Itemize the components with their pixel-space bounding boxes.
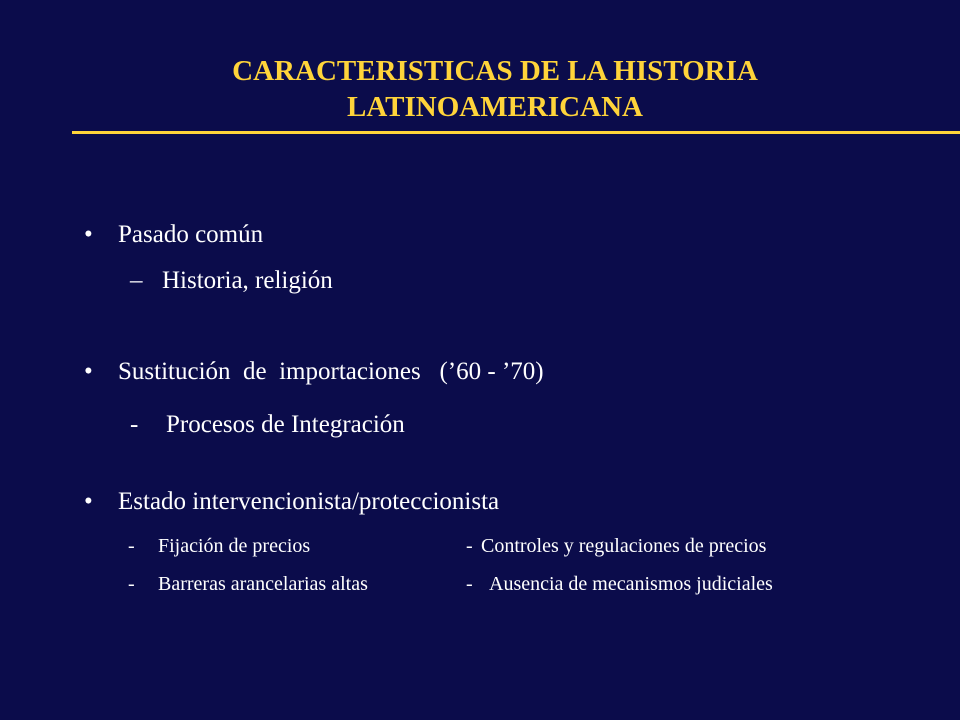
title-line-2: LATINOAMERICANA <box>347 91 643 123</box>
bullet-marker: • <box>84 221 93 248</box>
slide-title <box>0 53 960 125</box>
item-dash: - <box>466 573 473 595</box>
sub-dash: – <box>130 267 143 294</box>
bullet-marker: • <box>84 488 93 515</box>
sub-dash: - <box>130 411 139 438</box>
item-barreras-arancelarias: Barreras arancelarias altas <box>158 573 368 595</box>
item-dash: - <box>466 535 473 557</box>
bullet-marker: • <box>84 358 93 385</box>
bullet-estado-intervencionista: Estado intervencionista/proteccionista <box>118 488 500 515</box>
sub-historia-religion: Historia, religión <box>162 267 333 294</box>
title-line-1: CARACTERISTICAS DE LA HISTORIA <box>232 55 758 87</box>
item-ausencia-mecanismos: Ausencia de mecanismos judiciales <box>489 573 773 595</box>
item-dash: - <box>128 535 135 557</box>
item-controles-regulaciones: Controles y regulaciones de precios <box>481 535 767 557</box>
bullet-sustitucion-importaciones: Sustitución de importaciones (’60 - ’70) <box>118 358 544 385</box>
bullet-pasado-comun: Pasado común <box>118 221 264 248</box>
item-dash: - <box>128 573 135 595</box>
item-fijacion-precios: Fijación de precios <box>158 535 311 557</box>
title-underline <box>72 131 960 134</box>
sub-procesos-integracion: Procesos de Integración <box>166 411 405 438</box>
